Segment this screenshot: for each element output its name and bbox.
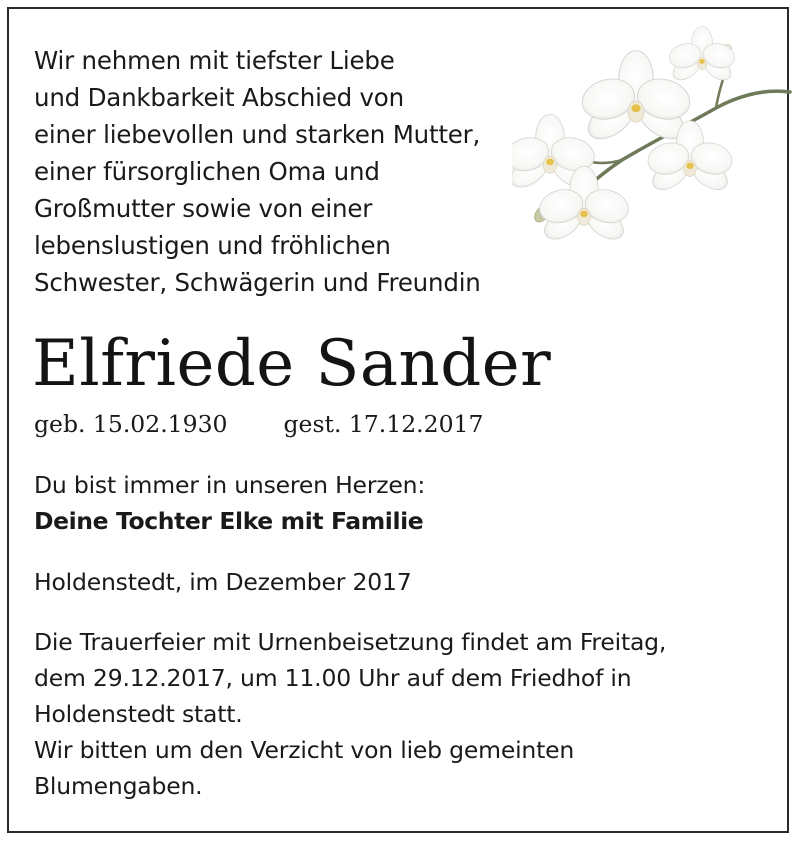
- service-line: Blumengaben.: [34, 772, 203, 800]
- place-date: [34, 564, 411, 600]
- service-info: [34, 624, 666, 804]
- intro-line: Schwester, Schwägerin und Freundin: [34, 268, 481, 297]
- deceased-name: Elfriede Sander: [32, 327, 552, 401]
- intro-line: lebenslustigen und fröhlichen: [34, 231, 391, 260]
- life-dates: [34, 406, 483, 442]
- signature-line: Deine Tochter Elke mit Familie: [34, 507, 424, 535]
- service-line: Wir bitten um den Verzicht von lieb gemeinten: [34, 736, 575, 764]
- intro-line: einer liebevollen und starken Mutter,: [34, 120, 481, 149]
- orchid-icon: [512, 14, 794, 246]
- intro-line: einer fürsorglichen Oma und: [34, 157, 380, 186]
- intro-line: Wir nehmen mit tiefster Liebe: [34, 46, 395, 75]
- closing-line: Du bist immer in unseren Herzen:: [34, 471, 426, 499]
- service-line: Holdenstedt statt.: [34, 700, 243, 728]
- service-line: dem 29.12.2017, um 11.00 Uhr auf dem Friedhof in: [34, 664, 632, 692]
- intro-line: und Dankbarkeit Abschied von: [34, 83, 404, 112]
- closing-message: [34, 467, 425, 539]
- birth-date: geb. 15.02.1930: [34, 410, 228, 438]
- service-line: Die Trauerfeier mit Urnenbeisetzung findet am Freitag,: [34, 628, 667, 656]
- intro-line: Großmutter sowie von einer: [34, 194, 373, 223]
- place-date-line: Holdenstedt, im Dezember 2017: [34, 568, 412, 596]
- death-date: gest. 17.12.2017: [283, 410, 484, 438]
- intro-text: [34, 42, 524, 301]
